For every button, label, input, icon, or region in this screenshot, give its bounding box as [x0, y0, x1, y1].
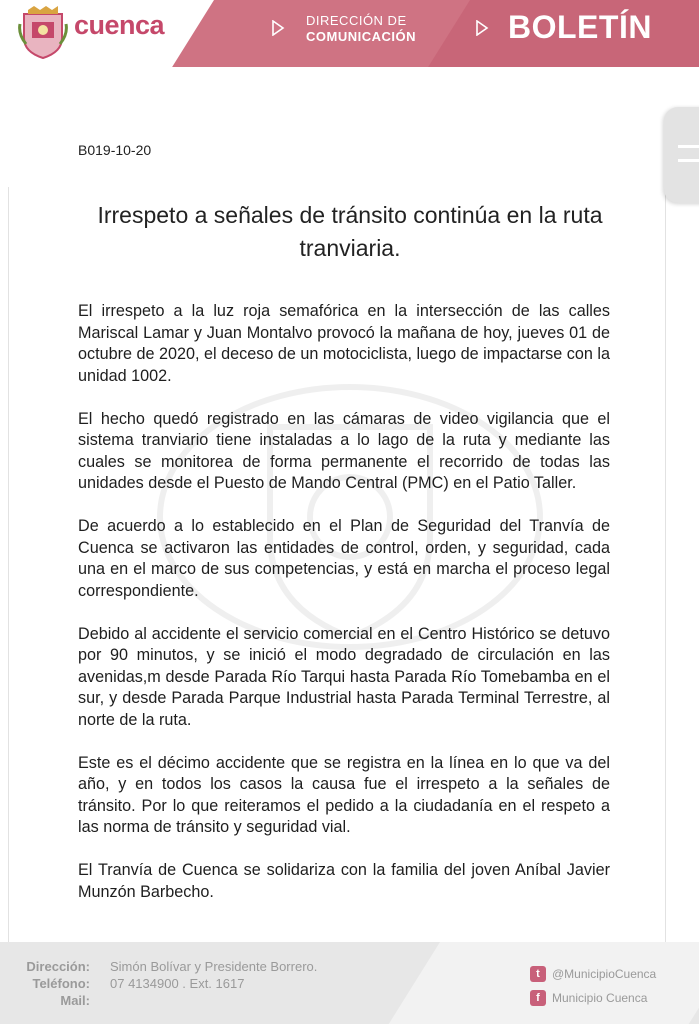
bulletin-code: B019-10-20 [78, 142, 152, 158]
department-name [306, 13, 416, 45]
address-label: Dirección: [26, 959, 90, 974]
cuenca-crest-logo [18, 4, 68, 60]
bulletin-label: BOLETÍN [508, 9, 652, 45]
twitter-handle: @MunicipioCuenca [552, 967, 657, 981]
menu-bar-icon [678, 145, 699, 148]
brand-wordmark: cuenca [74, 10, 165, 40]
phone-value: 07 4134900 . Ext. 1617 [110, 976, 245, 991]
bulletin-body [78, 301, 610, 925]
department-line-2: COMUNICACIÓN [306, 29, 416, 44]
contact-values [110, 958, 317, 992]
social-links [530, 962, 656, 1010]
facebook-page: Municipio Cuenca [552, 991, 648, 1005]
document-page [0, 67, 699, 942]
body-paragraph: Este es el décimo accidente que se registra en la línea en lo que va del año, y en todos los casos la causa fue el irrespeto a la señales de tránsito. Por lo que reiteramos el pedido a la ciudadanía en el respeto a las norma de tránsito y seguridad vial. [78, 753, 610, 836]
body-paragraph: De acuerdo a lo establecido en el Plan de Seguridad del Tranvía de Cuenca se activaron las entidades de control, orden, y seguridad, cada una en el marco de sus competencias, y está en marcha el proceso legal correspondiente. [78, 517, 610, 600]
facebook-icon: f [530, 990, 546, 1006]
body-paragraph: Debido al accidente el servicio comercial en el Centro Histórico se detuvo por 90 minutos, y se inició el modo degradado de circulación en las avenidas,m desde Parada Río Tarqui hasta Parada Río Tomebamba en el sur, y desde Parada Parque Industrial hasta Parada Terminal Terrestre, al norte de la ruta. [78, 624, 610, 729]
twitter-icon: t [530, 966, 546, 982]
bulletin-footer [0, 942, 699, 1024]
twitter-link[interactable] [530, 962, 656, 986]
body-paragraph: El hecho quedó registrado en las cámaras de video vigilancia que el sistema tranviario tiene instaladas a lo lago de la ruta y mediante las cuales se monitorea de forma permanente el recorrido de todas las unidades desde el Puesto de Mando Central (PMC) en el Patio Taller. [78, 409, 610, 492]
department-line-1: DIRECCIÓN DE [306, 13, 407, 28]
body-paragraph: El Tranvía de Cuenca se solidariza con la familia del joven Aníbal Javier Munzón Barbecho. [78, 861, 610, 901]
bulletin-header [0, 0, 699, 67]
mail-label: Mail: [60, 993, 90, 1008]
facebook-link[interactable] [530, 986, 656, 1010]
contact-labels [20, 958, 90, 1009]
play-arrow-icon [475, 20, 489, 36]
body-paragraph: El irrespeto a la luz roja semafórica en la intersección de las calles Mariscal Lamar y Juan Montalvo provocó la mañana de hoy, jueves 01 de octubre de 2020, el deceso de un motociclista, luego de impactarse con la unidad 1002. [78, 302, 610, 385]
address-value: Simón Bolívar y Presidente Borrero. [110, 959, 318, 974]
menu-tab[interactable] [664, 107, 699, 203]
play-arrow-icon [271, 20, 285, 36]
bulletin-title: Irrespeto a señales de tránsito continúa en la ruta tranviaria. [97, 202, 603, 261]
menu-bar-icon [678, 159, 699, 162]
phone-label: Teléfono: [32, 976, 90, 991]
